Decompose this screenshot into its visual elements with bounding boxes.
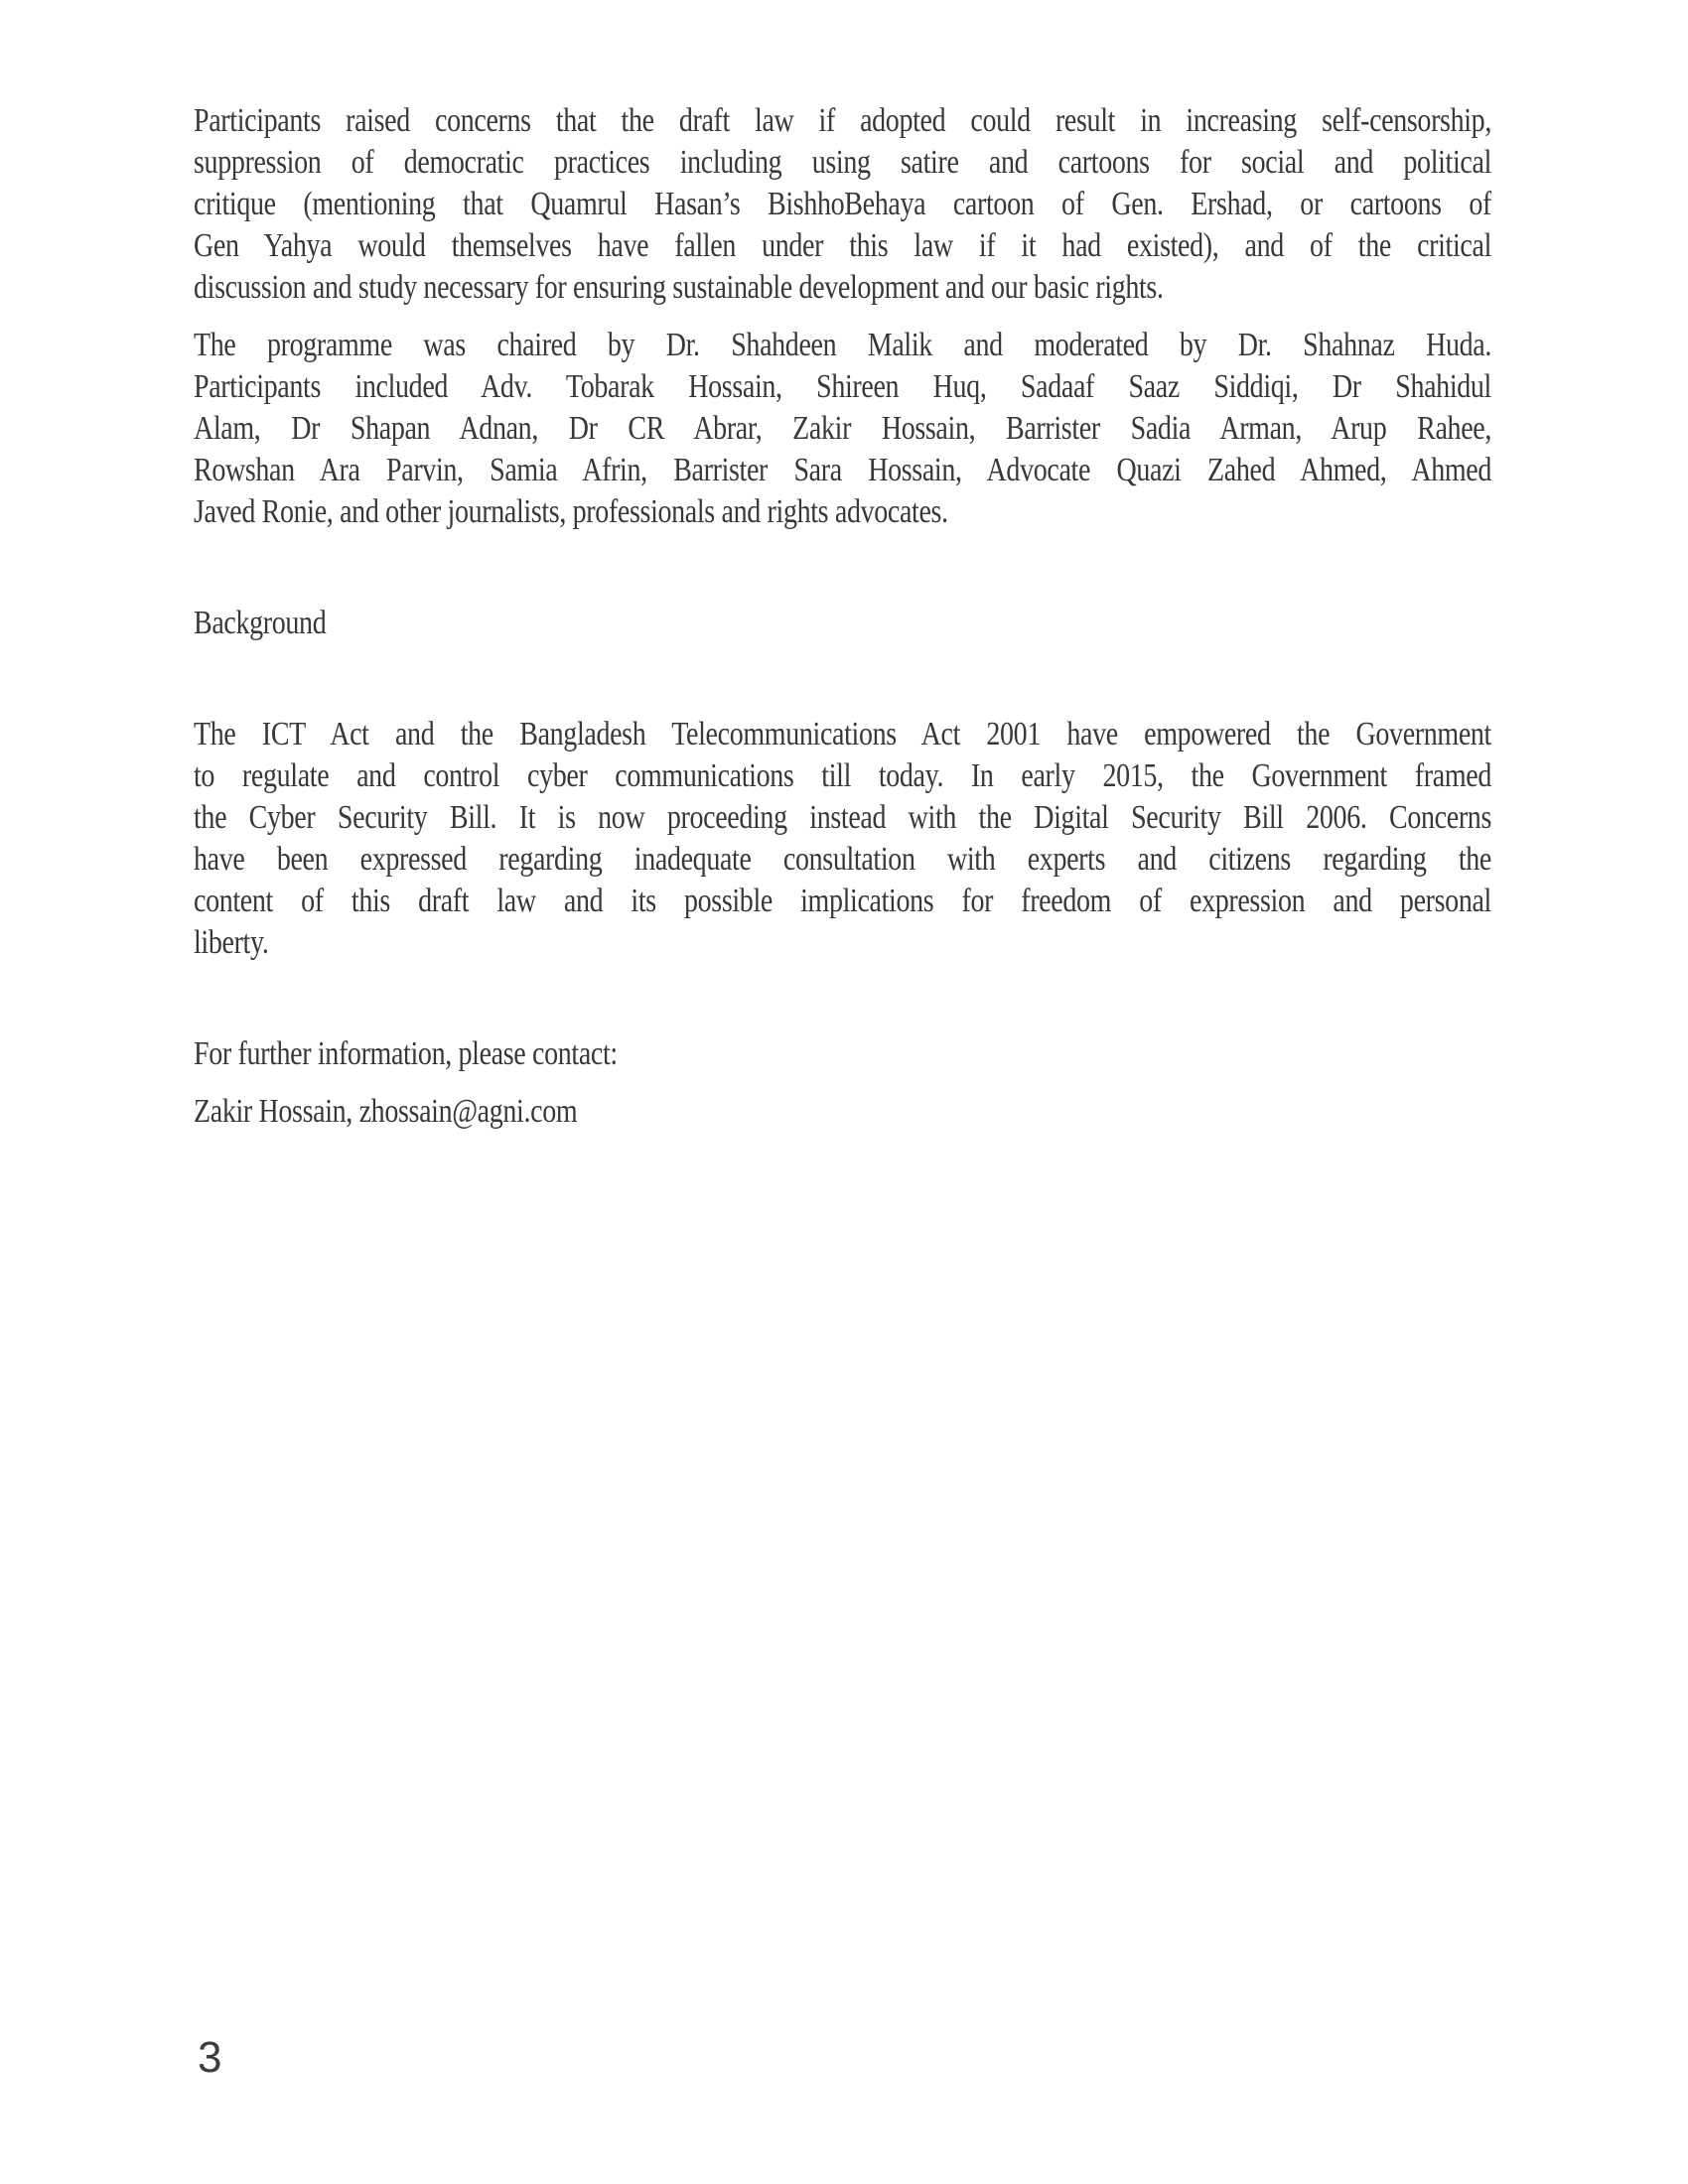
- text-line: content of this draft law and its possible implications for freedom of expression and personal: [194, 882, 1491, 920]
- contact-details: [194, 1091, 1491, 1133]
- blank-line: [194, 549, 1491, 603]
- text-line: Alam, Dr Shapan Adnan, Dr CR Abrar, Zakir Hossain, Barrister Sadia Arman, Arup Rahee,: [194, 409, 1491, 448]
- blank-line: [194, 980, 1491, 1033]
- paragraph-ict-act-background: [194, 714, 1491, 964]
- background-heading: [194, 603, 1491, 644]
- text-line: have been expressed regarding inadequate consultation with experts and citizens regarding the: [194, 840, 1491, 879]
- text-line: discussion and study necessary for ensuring sustainable development and our basic rights.: [194, 268, 1164, 307]
- text-line: Javed Ronie, and other journalists, professionals and rights advocates.: [194, 492, 948, 531]
- contact-intro: [194, 1033, 1491, 1075]
- text-line: Gen Yahya would themselves have fallen under this law if it had existed), and of the critical: [194, 226, 1491, 265]
- text-line: The ICT Act and the Bangladesh Telecommunications Act 2001 have empowered the Government: [194, 715, 1491, 753]
- text-line: Background: [194, 604, 327, 642]
- text-line: Rowshan Ara Parvin, Samia Afrin, Barrister Sara Hossain, Advocate Quazi Zahed Ahmed, Ahmed: [194, 451, 1491, 489]
- text-line: suppression of democratic practices including using satire and cartoons for social and political: [194, 143, 1491, 182]
- text-line: The programme was chaired by Dr. Shahdeen Malik and moderated by Dr. Shahnaz Huda.: [194, 326, 1491, 364]
- text-line: Zakir Hossain, zhossain@agni.com: [194, 1092, 578, 1131]
- paragraph-draft-law-concerns: [194, 100, 1491, 309]
- text-line: to regulate and control cyber communications till today. In early 2015, the Government framed: [194, 756, 1491, 795]
- text-line: critique (mentioning that Quamrul Hasan’s BishhoBehaya cartoon of Gen. Ershad, or cartoons of: [194, 185, 1491, 223]
- paragraph-programme-participants: [194, 325, 1491, 533]
- text-line: Participants included Adv. Tobarak Hossain, Shireen Huq, Sadaaf Saaz Siddiqi, Dr Shahidul: [194, 367, 1491, 406]
- document-body: [194, 100, 1491, 1149]
- blank-line: [194, 660, 1491, 714]
- page-number: 3: [198, 2033, 222, 2082]
- text-line: the Cyber Security Bill. It is now proceeding instead with the Digital Security Bill 2006. Concerns: [194, 798, 1491, 837]
- text-line: For further information, please contact:: [194, 1034, 618, 1073]
- text-line: Participants raised concerns that the draft law if adopted could result in increasing self-censorship,: [194, 101, 1491, 140]
- text-line: liberty.: [194, 923, 269, 962]
